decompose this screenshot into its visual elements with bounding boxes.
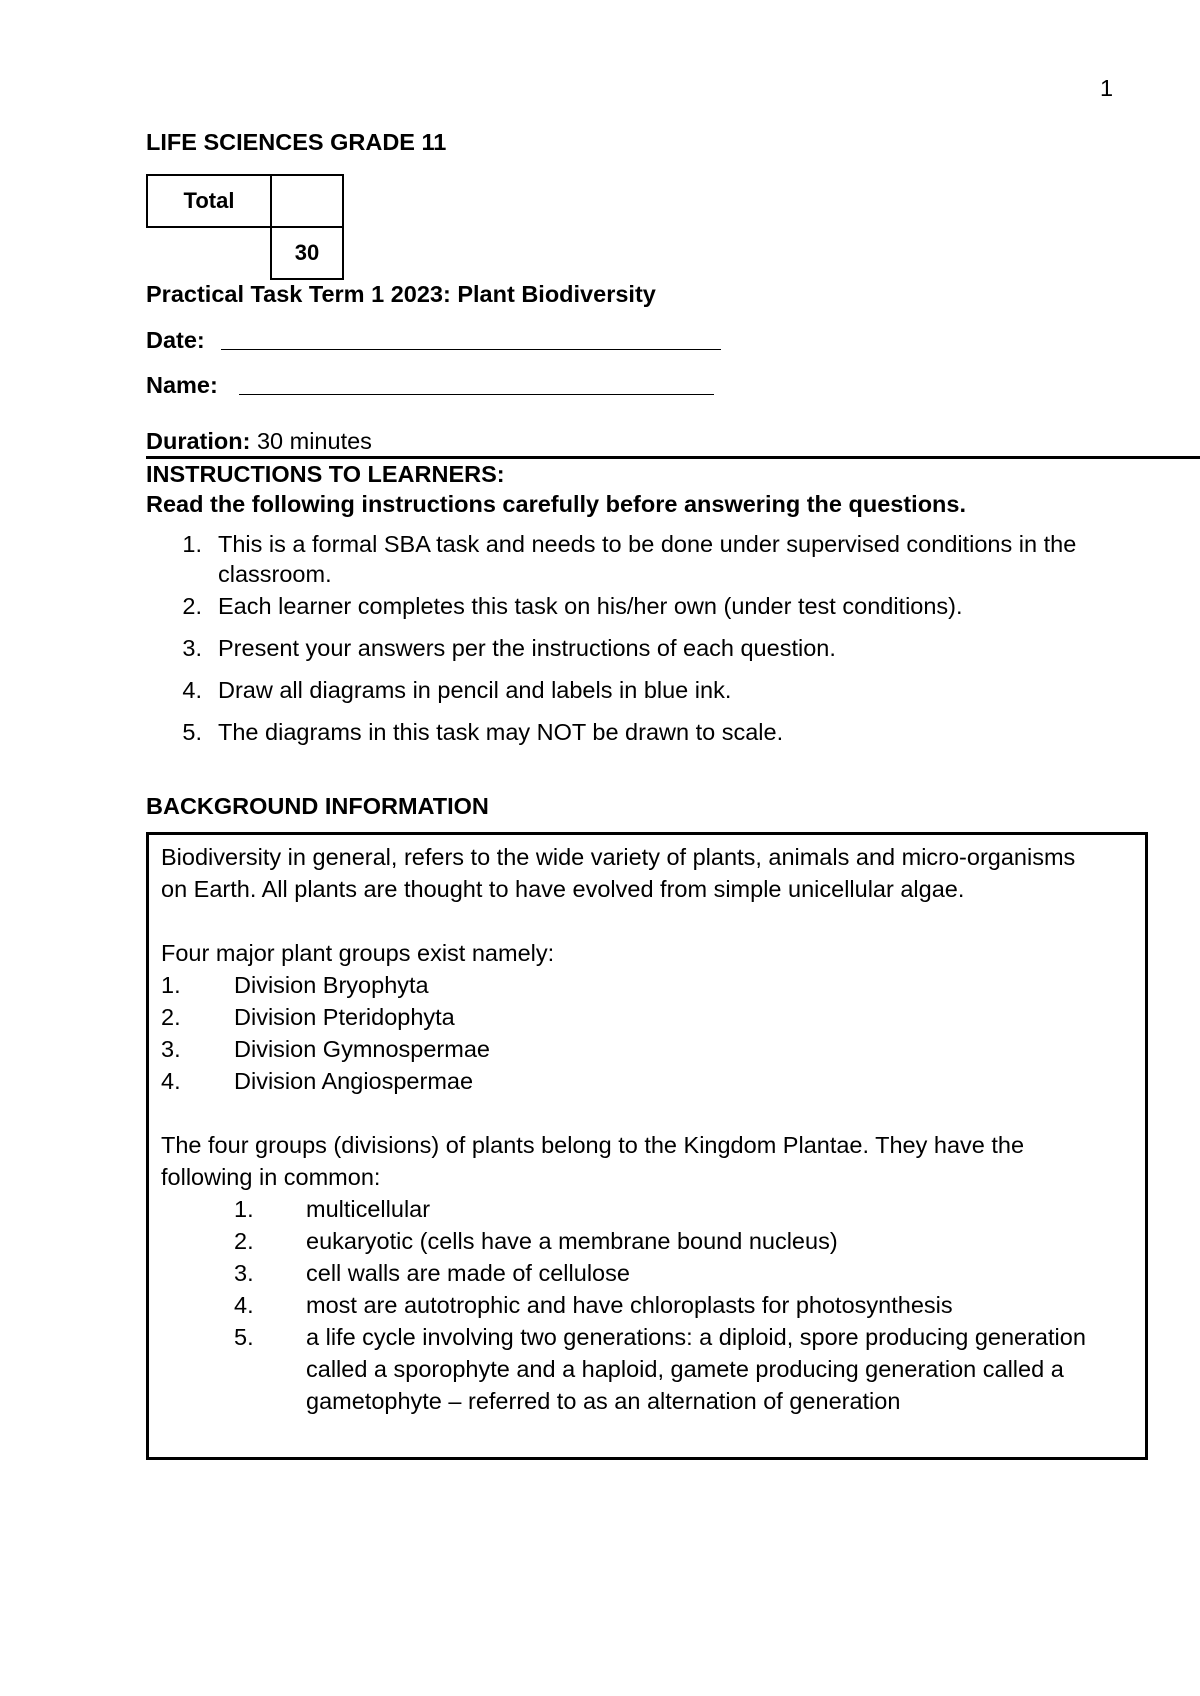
page-number: 1 bbox=[1100, 75, 1114, 101]
group-number: 3. bbox=[161, 1036, 181, 1062]
instruction-text: Present your answers per the instructions of each question. bbox=[218, 635, 836, 661]
task-title: Practical Task Term 1 2023: Plant Biodiversity bbox=[146, 281, 656, 307]
common-item: most are autotrophic and have chloroplasts for photosynthesis bbox=[306, 1292, 953, 1318]
group-number: 1. bbox=[161, 972, 181, 998]
name-field[interactable] bbox=[239, 394, 714, 395]
common-number: 5. bbox=[234, 1324, 254, 1350]
blank-cell bbox=[147, 227, 271, 279]
group-name: Division Pteridophyta bbox=[234, 1004, 455, 1030]
group-name: Division Angiospermae bbox=[234, 1068, 474, 1094]
common-number: 3. bbox=[234, 1260, 254, 1286]
common-text: The four groups (divisions) of plants belong to the Kingdom Plantae. They have the bbox=[161, 1132, 1025, 1158]
total-score-cell[interactable] bbox=[271, 175, 343, 227]
instruction-number: 1. bbox=[182, 531, 202, 557]
group-number: 2. bbox=[161, 1004, 181, 1030]
duration-value: 30 minutes bbox=[256, 428, 372, 454]
name-label: Name: bbox=[146, 372, 218, 398]
instruction-text: The diagrams in this task may NOT be drawn to scale. bbox=[218, 719, 784, 745]
common-number: 1. bbox=[234, 1196, 254, 1222]
common-item: called a sporophyte and a haploid, gamete producing generation called a bbox=[306, 1356, 1064, 1382]
instruction-text: Each learner completes this task on his/her own (under test conditions). bbox=[218, 593, 963, 619]
subject-heading: LIFE SCIENCES GRADE 11 bbox=[146, 129, 447, 155]
total-label: Total bbox=[147, 175, 271, 227]
group-name: Division Gymnospermae bbox=[234, 1036, 490, 1062]
date-label: Date: bbox=[146, 327, 205, 353]
group-name: Division Bryophyta bbox=[234, 972, 429, 998]
section-divider bbox=[146, 456, 1200, 459]
common-number: 2. bbox=[234, 1228, 254, 1254]
instruction-number: 5. bbox=[182, 719, 202, 745]
instruction-number: 2. bbox=[182, 593, 202, 619]
instruction-text: classroom. bbox=[218, 561, 332, 587]
common-item: eukaryotic (cells have a membrane bound nucleus) bbox=[306, 1228, 838, 1254]
instructions-subheading: Read the following instructions carefully before answering the questions. bbox=[146, 491, 967, 517]
intro-text: Biodiversity in general, refers to the wide variety of plants, animals and micro-organisms bbox=[161, 844, 1076, 870]
group-number: 4. bbox=[161, 1068, 181, 1094]
common-item: gametophyte – referred to as an alternation of generation bbox=[306, 1388, 901, 1414]
intro-text: on Earth. All plants are thought to have evolved from simple unicellular algae. bbox=[161, 876, 965, 902]
common-item: a life cycle involving two generations: a diploid, spore producing generation bbox=[306, 1324, 1086, 1350]
common-number: 4. bbox=[234, 1292, 254, 1318]
marks-table bbox=[146, 174, 344, 280]
instruction-number: 3. bbox=[182, 635, 202, 661]
instruction-text: This is a formal SBA task and needs to be done under supervised conditions in the bbox=[218, 531, 1077, 557]
instruction-number: 4. bbox=[182, 677, 202, 703]
date-field[interactable] bbox=[221, 349, 721, 350]
groups-intro: Four major plant groups exist namely: bbox=[161, 940, 555, 966]
duration-label: Duration: bbox=[146, 428, 251, 454]
duration-line bbox=[146, 427, 372, 455]
common-text: following in common: bbox=[161, 1164, 381, 1190]
common-item: multicellular bbox=[306, 1196, 431, 1222]
instruction-text: Draw all diagrams in pencil and labels in blue ink. bbox=[218, 677, 732, 703]
common-item: cell walls are made of cellulose bbox=[306, 1260, 630, 1286]
instructions-heading: INSTRUCTIONS TO LEARNERS: bbox=[146, 461, 505, 487]
max-marks: 30 bbox=[271, 227, 343, 279]
background-heading: BACKGROUND INFORMATION bbox=[146, 793, 489, 819]
